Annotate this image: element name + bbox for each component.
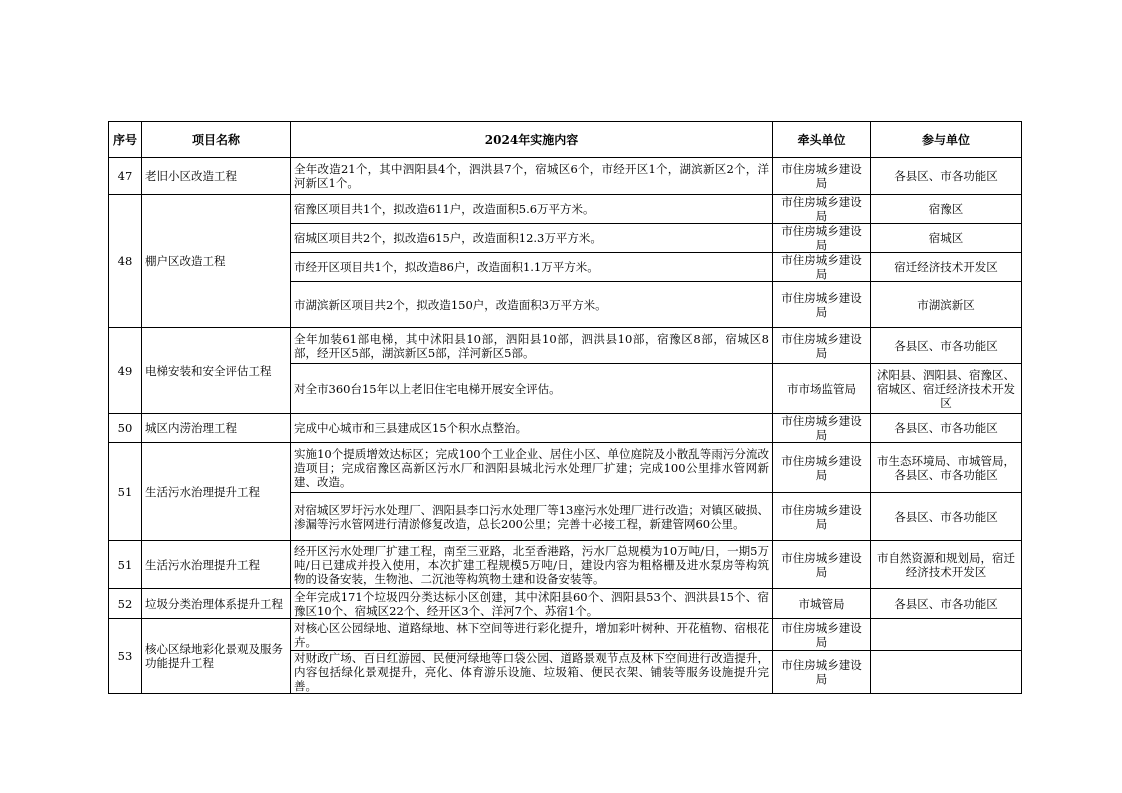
table-row: [109, 195, 1022, 224]
partner-unit-cell: 市生态环境局、市城管局，各县区、市各功能区: [871, 443, 1022, 493]
seq-cell: 49: [109, 328, 142, 414]
seq-cell: 48: [109, 195, 142, 328]
table-row: [109, 414, 1022, 443]
content-cell: 市经开区项目共1个，拟改造86户，改造面积1.1万平方米。: [291, 253, 773, 282]
project-name-cell: 棚户区改造工程: [142, 195, 291, 328]
content-cell: 对核心区公园绿地、道路绿地、林下空间等进行彩化提升，增加彩叶树种、开花植物、宿根花卉。: [291, 619, 773, 651]
partner-unit-cell: 宿迁经济技术开发区: [871, 253, 1022, 282]
lead-unit-cell: 市住房城乡建设局: [773, 195, 871, 224]
header-content: 2024年实施内容: [291, 122, 773, 158]
lead-unit-cell: 市住房城乡建设局: [773, 414, 871, 443]
lead-unit-cell: 市住房城乡建设局: [773, 328, 871, 364]
table-row: [109, 619, 1022, 651]
lead-unit-cell: 市住房城乡建设局: [773, 282, 871, 328]
partner-unit-cell: [871, 651, 1022, 694]
lead-unit-cell: 市住房城乡建设局: [773, 493, 871, 541]
content-cell: 完成中心城市和三县建成区15个积水点整治。: [291, 414, 773, 443]
header-partner: 参与单位: [871, 122, 1022, 158]
partner-unit-cell: 沭阳县、泗阳县、宿豫区、宿城区、宿迁经济技术开发区: [871, 364, 1022, 414]
seq-cell: 51: [109, 541, 142, 589]
seq-cell: 51: [109, 443, 142, 541]
partner-unit-cell: 宿城区: [871, 224, 1022, 253]
table-row: [109, 589, 1022, 619]
content-cell: 全年完成171个垃圾四分类达标小区创建，其中沭阳县60个、泗阳县53个、泗洪县15个、宿豫区10个、宿城区22个、经开区3个、洋河7个、苏宿1个。: [291, 589, 773, 619]
content-cell: 经开区污水处理厂扩建工程，南至三亚路，北至香港路，污水厂总规模为10万吨/日，一期5万吨/日已建成并投入使用，本次扩建工程规模5万吨/日，建设内容为粗格栅及进水泵房等构筑物的设备安装，生物池、二沉池等构筑物土建和设备安装等。: [291, 541, 773, 589]
lead-unit-cell: 市住房城乡建设局: [773, 443, 871, 493]
partner-unit-cell: 各县区、市各功能区: [871, 328, 1022, 364]
lead-unit-cell: 市城管局: [773, 589, 871, 619]
content-cell: 实施10个提质增效达标区；完成100个工业企业、居住小区、单位庭院及小散乱等雨污分流改造项目；完成宿豫区高新区污水厂和泗阳县城北污水处理厂扩建；完成100公里排水管网新建、改造。: [291, 443, 773, 493]
content-cell: 宿豫区项目共1个，拟改造611户，改造面积5.6万平方米。: [291, 195, 773, 224]
partner-unit-cell: [871, 619, 1022, 651]
seq-cell: 52: [109, 589, 142, 619]
content-cell: 对财政广场、百日红游园、民便河绿地等口袋公园、道路景观节点及林下空间进行改造提升，内容包括绿化景观提升，亮化、体育游乐设施、垃圾箱、便民衣架、铺装等服务设施提升完善。: [291, 651, 773, 694]
table-row: [109, 443, 1022, 493]
lead-unit-cell: 市住房城乡建设局: [773, 651, 871, 694]
partner-unit-cell: 市湖滨新区: [871, 282, 1022, 328]
partner-unit-cell: 各县区、市各功能区: [871, 414, 1022, 443]
content-cell: 全年加装61部电梯，其中沭阳县10部，泗阳县10部，泗洪县10部，宿豫区8部，宿城区8部，经开区5部，湖滨新区5部，洋河新区5部。: [291, 328, 773, 364]
header-name: 项目名称: [142, 122, 291, 158]
seq-cell: 53: [109, 619, 142, 694]
content-cell: 全年改造21个，其中泗阳县4个，泗洪县7个，宿城区6个，市经开区1个，湖滨新区2个，洋河新区1个。: [291, 158, 773, 195]
lead-unit-cell: 市住房城乡建设局: [773, 224, 871, 253]
header-seq: 序号: [109, 122, 142, 158]
table-row: [109, 328, 1022, 364]
project-name-cell: 生活污水治理提升工程: [142, 443, 291, 541]
project-name-cell: 垃圾分类治理体系提升工程: [142, 589, 291, 619]
content-cell: 对宿城区罗圩污水处理厂、泗阳县李口污水处理厂等13座污水处理厂进行改造；对镇区破损、渗漏等污水管网进行清淤修复改造，总长200公里；完善十必接工程，新建管网60公里。: [291, 493, 773, 541]
project-name-cell: 城区内涝治理工程: [142, 414, 291, 443]
table-row: [109, 158, 1022, 195]
partner-unit-cell: 宿豫区: [871, 195, 1022, 224]
partner-unit-cell: 各县区、市各功能区: [871, 493, 1022, 541]
seq-cell: 50: [109, 414, 142, 443]
header-lead: 牵头单位: [773, 122, 871, 158]
project-table: [108, 121, 1022, 694]
project-name-cell: 生活污水治理提升工程: [142, 541, 291, 589]
lead-unit-cell: 市住房城乡建设局: [773, 619, 871, 651]
partner-unit-cell: 市自然资源和规划局，宿迁经济技术开发区: [871, 541, 1022, 589]
content-cell: 市湖滨新区项目共2个，拟改造150户，改造面积3万平方米。: [291, 282, 773, 328]
content-cell: 宿城区项目共2个，拟改造615户，改造面积12.3万平方米。: [291, 224, 773, 253]
table-row: [109, 541, 1022, 589]
partner-unit-cell: 各县区、市各功能区: [871, 589, 1022, 619]
project-name-cell: 核心区绿地彩化景观及服务功能提升工程: [142, 619, 291, 694]
project-name-cell: 电梯安装和安全评估工程: [142, 328, 291, 414]
content-cell: 对全市360台15年以上老旧住宅电梯开展安全评估。: [291, 364, 773, 414]
lead-unit-cell: 市住房城乡建设局: [773, 158, 871, 195]
seq-cell: 47: [109, 158, 142, 195]
project-name-cell: 老旧小区改造工程: [142, 158, 291, 195]
partner-unit-cell: 各县区、市各功能区: [871, 158, 1022, 195]
lead-unit-cell: 市住房城乡建设局: [773, 253, 871, 282]
lead-unit-cell: 市市场监管局: [773, 364, 871, 414]
header-row: [109, 122, 1022, 158]
lead-unit-cell: 市住房城乡建设局: [773, 541, 871, 589]
